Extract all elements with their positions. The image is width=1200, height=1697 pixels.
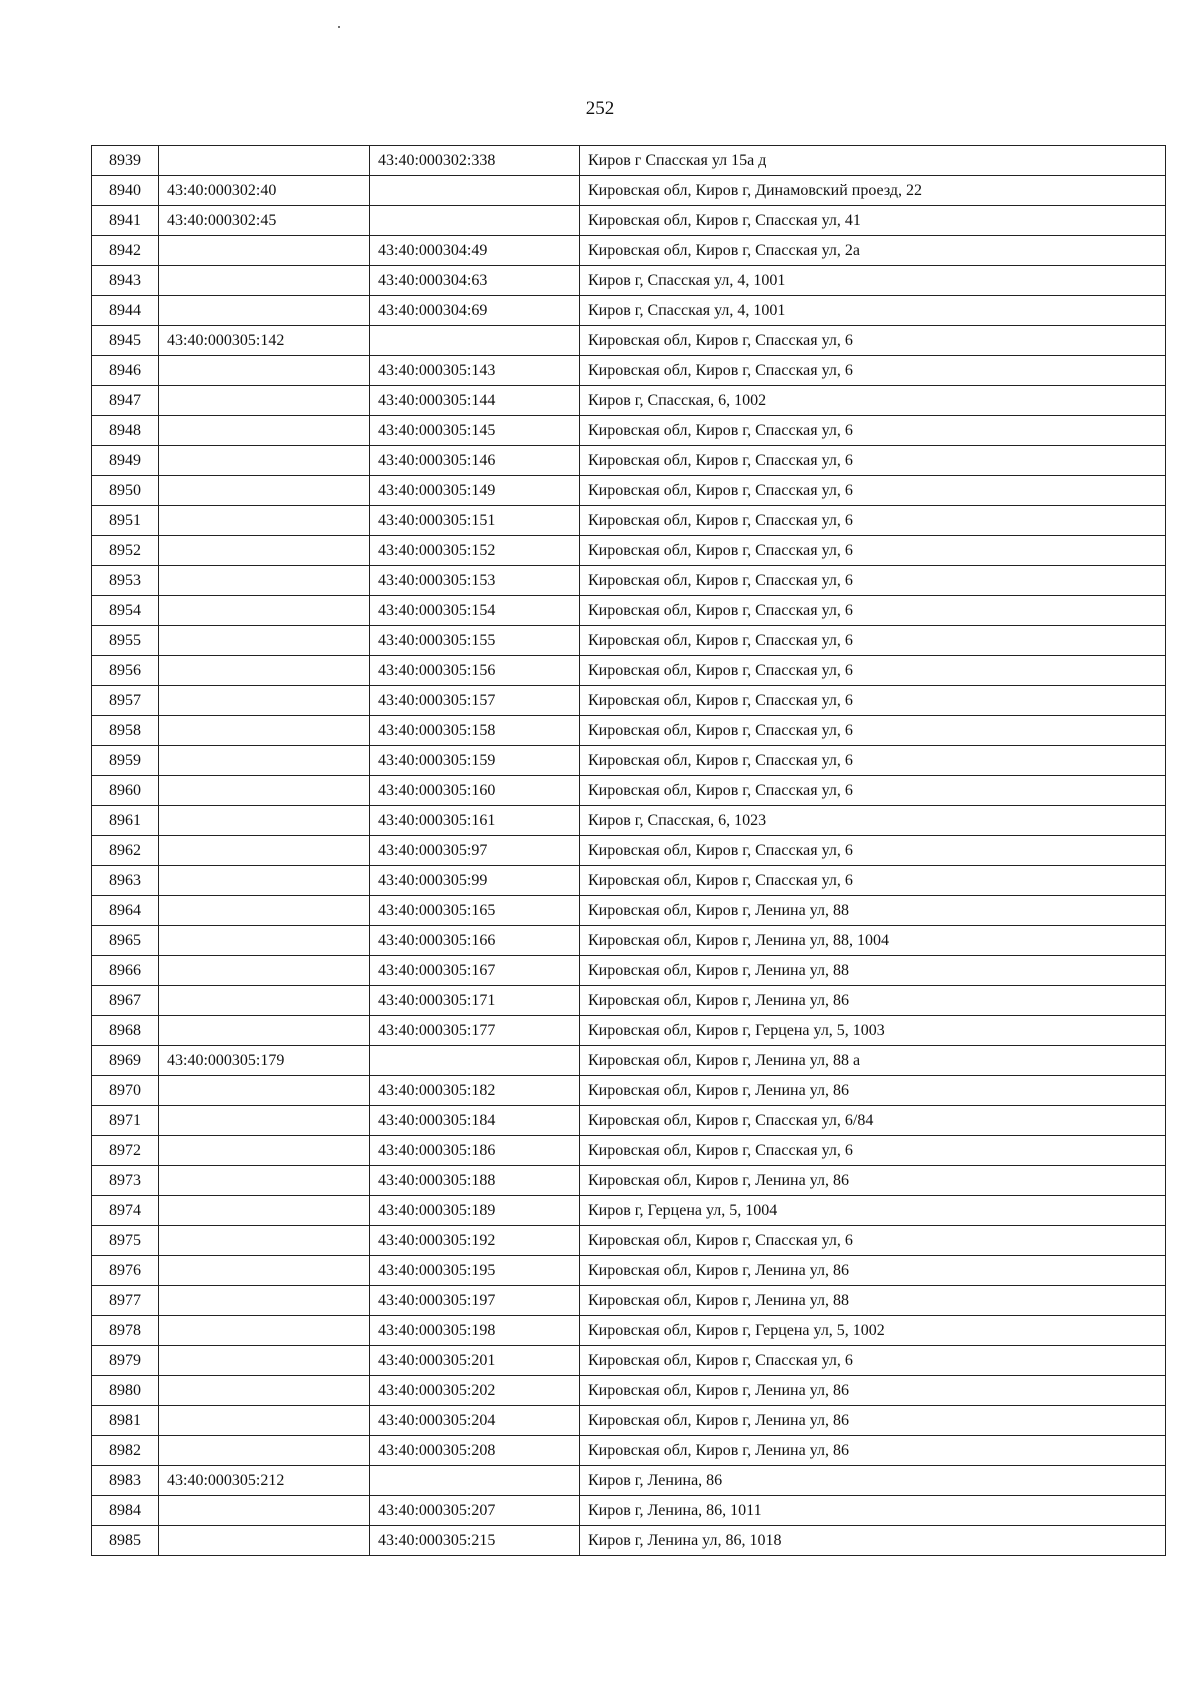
address-cell: Киров г, Спасская, 6, 1023 [580, 806, 1166, 836]
row-number-cell: 8984 [92, 1496, 159, 1526]
row-number-cell: 8972 [92, 1136, 159, 1166]
cadastral-number-b-cell: 43:40:000305:156 [370, 656, 580, 686]
row-number-cell: 8978 [92, 1316, 159, 1346]
cadastral-number-a-cell [159, 986, 370, 1016]
cadastral-number-b-cell: 43:40:000305:152 [370, 536, 580, 566]
cadastral-number-b-cell: 43:40:000305:97 [370, 836, 580, 866]
table-row [92, 926, 1166, 956]
cadastral-number-a-cell: 43:40:000302:45 [159, 206, 370, 236]
cadastral-number-a-cell [159, 926, 370, 956]
table-row [92, 386, 1166, 416]
table-row [92, 1196, 1166, 1226]
address-cell: Кировская обл, Киров г, Спасская ул, 6 [580, 596, 1166, 626]
cadastral-number-b-cell: 43:40:000305:184 [370, 1106, 580, 1136]
row-number-cell: 8953 [92, 566, 159, 596]
table-row [92, 506, 1166, 536]
address-cell: Кировская обл, Киров г, Ленина ул, 88 а [580, 1046, 1166, 1076]
cadastral-number-a-cell [159, 956, 370, 986]
table-row [92, 1256, 1166, 1286]
cadastral-number-a-cell [159, 1136, 370, 1166]
row-number-cell: 8959 [92, 746, 159, 776]
address-cell: Кировская обл, Киров г, Спасская ул, 6 [580, 566, 1166, 596]
table-row [92, 1016, 1166, 1046]
table-row [92, 896, 1166, 926]
cadastral-number-b-cell: 43:40:000305:99 [370, 866, 580, 896]
address-cell: Кировская обл, Киров г, Динамовский проезд, 22 [580, 176, 1166, 206]
table-row [92, 626, 1166, 656]
address-cell: Киров г Спасская ул 15а д [580, 146, 1166, 176]
cadastral-number-a-cell [159, 746, 370, 776]
cadastral-number-a-cell: 43:40:000305:179 [159, 1046, 370, 1076]
cadastral-number-a-cell: 43:40:000305:212 [159, 1466, 370, 1496]
row-number-cell: 8973 [92, 1166, 159, 1196]
row-number-cell: 8967 [92, 986, 159, 1016]
cadastral-number-a-cell [159, 1376, 370, 1406]
address-cell: Кировская обл, Киров г, Ленина ул, 86 [580, 1076, 1166, 1106]
row-number-cell: 8948 [92, 416, 159, 446]
row-number-cell: 8957 [92, 686, 159, 716]
table-row [92, 806, 1166, 836]
address-cell: Кировская обл, Киров г, Ленина ул, 88 [580, 1286, 1166, 1316]
table-row [92, 266, 1166, 296]
cadastral-number-a-cell [159, 806, 370, 836]
cadastral-number-a-cell [159, 236, 370, 266]
cadastral-number-a-cell [159, 356, 370, 386]
table-row [92, 656, 1166, 686]
address-cell: Кировская обл, Киров г, Ленина ул, 86 [580, 1406, 1166, 1436]
cadastral-number-a-cell [159, 1526, 370, 1556]
cadastral-number-b-cell: 43:40:000305:146 [370, 446, 580, 476]
cadastral-number-b-cell: 43:40:000305:192 [370, 1226, 580, 1256]
row-number-cell: 8983 [92, 1466, 159, 1496]
registry-table [91, 145, 1166, 1556]
table-row [92, 836, 1166, 866]
table-row [92, 176, 1166, 206]
cadastral-number-b-cell: 43:40:000305:153 [370, 566, 580, 596]
address-cell: Киров г, Спасская ул, 4, 1001 [580, 296, 1166, 326]
table-row [92, 206, 1166, 236]
cadastral-number-a-cell [159, 1196, 370, 1226]
table-row [92, 686, 1166, 716]
cadastral-number-b-cell: 43:40:000305:151 [370, 506, 580, 536]
cadastral-number-b-cell: 43:40:000305:167 [370, 956, 580, 986]
row-number-cell: 8976 [92, 1256, 159, 1286]
cadastral-number-b-cell: 43:40:000305:204 [370, 1406, 580, 1436]
cadastral-number-a-cell [159, 266, 370, 296]
address-cell: Кировская обл, Киров г, Спасская ул, 6 [580, 476, 1166, 506]
address-cell: Кировская обл, Киров г, Ленина ул, 86 [580, 1436, 1166, 1466]
table-row [92, 1496, 1166, 1526]
table-row [92, 236, 1166, 266]
address-cell: Кировская обл, Киров г, Ленина ул, 86 [580, 1256, 1166, 1286]
address-cell: Кировская обл, Киров г, Спасская ул, 6 [580, 656, 1166, 686]
cadastral-number-b-cell: 43:40:000304:69 [370, 296, 580, 326]
cadastral-number-a-cell [159, 716, 370, 746]
table-row [92, 1106, 1166, 1136]
cadastral-number-b-cell: 43:40:000305:154 [370, 596, 580, 626]
cadastral-number-a-cell [159, 1256, 370, 1286]
table-row [92, 326, 1166, 356]
table-row [92, 416, 1166, 446]
cadastral-number-a-cell [159, 296, 370, 326]
cadastral-number-b-cell [370, 206, 580, 236]
row-number-cell: 8952 [92, 536, 159, 566]
cadastral-number-b-cell: 43:40:000304:49 [370, 236, 580, 266]
row-number-cell: 8956 [92, 656, 159, 686]
cadastral-number-b-cell: 43:40:000305:207 [370, 1496, 580, 1526]
cadastral-number-b-cell: 43:40:000305:195 [370, 1256, 580, 1286]
address-cell: Киров г, Ленина ул, 86, 1018 [580, 1526, 1166, 1556]
table-row [92, 1436, 1166, 1466]
table-row [92, 1076, 1166, 1106]
address-cell: Кировская обл, Киров г, Спасская ул, 6 [580, 836, 1166, 866]
address-cell: Кировская обл, Киров г, Спасская ул, 6 [580, 446, 1166, 476]
cadastral-number-a-cell [159, 446, 370, 476]
row-number-cell: 8950 [92, 476, 159, 506]
row-number-cell: 8970 [92, 1076, 159, 1106]
row-number-cell: 8944 [92, 296, 159, 326]
cadastral-number-a-cell [159, 836, 370, 866]
cadastral-number-b-cell: 43:40:000305:165 [370, 896, 580, 926]
row-number-cell: 8949 [92, 446, 159, 476]
row-number-cell: 8958 [92, 716, 159, 746]
row-number-cell: 8941 [92, 206, 159, 236]
cadastral-number-a-cell [159, 416, 370, 446]
table-row [92, 1286, 1166, 1316]
row-number-cell: 8954 [92, 596, 159, 626]
table-row [92, 476, 1166, 506]
row-number-cell: 8964 [92, 896, 159, 926]
table-row [92, 446, 1166, 476]
address-cell: Киров г, Ленина, 86 [580, 1466, 1166, 1496]
address-cell: Киров г, Герцена ул, 5, 1004 [580, 1196, 1166, 1226]
cadastral-number-b-cell [370, 1046, 580, 1076]
table-row [92, 536, 1166, 566]
row-number-cell: 8969 [92, 1046, 159, 1076]
address-cell: Кировская обл, Киров г, Спасская ул, 41 [580, 206, 1166, 236]
row-number-cell: 8939 [92, 146, 159, 176]
cadastral-number-a-cell [159, 1166, 370, 1196]
table-row [92, 1136, 1166, 1166]
cadastral-number-a-cell [159, 656, 370, 686]
table-row [92, 1166, 1166, 1196]
table-row [92, 1046, 1166, 1076]
row-number-cell: 8962 [92, 836, 159, 866]
table-row [92, 1466, 1166, 1496]
address-cell: Кировская обл, Киров г, Спасская ул, 6 [580, 716, 1166, 746]
cadastral-number-b-cell [370, 326, 580, 356]
row-number-cell: 8960 [92, 776, 159, 806]
cadastral-number-b-cell: 43:40:000305:160 [370, 776, 580, 806]
table-row [92, 1376, 1166, 1406]
table-row [92, 716, 1166, 746]
cadastral-number-a-cell [159, 776, 370, 806]
address-cell: Кировская обл, Киров г, Спасская ул, 6 [580, 416, 1166, 446]
address-cell: Кировская обл, Киров г, Спасская ул, 6 [580, 506, 1166, 536]
cadastral-number-b-cell: 43:40:000305:198 [370, 1316, 580, 1346]
table-row [92, 956, 1166, 986]
address-cell: Кировская обл, Киров г, Спасская ул, 6/84 [580, 1106, 1166, 1136]
address-cell: Кировская обл, Киров г, Спасская ул, 6 [580, 776, 1166, 806]
row-number-cell: 8947 [92, 386, 159, 416]
registry-table-body [92, 146, 1166, 1556]
cadastral-number-b-cell: 43:40:000305:166 [370, 926, 580, 956]
row-number-cell: 8963 [92, 866, 159, 896]
cadastral-number-a-cell [159, 536, 370, 566]
row-number-cell: 8980 [92, 1376, 159, 1406]
scan-speck [338, 26, 340, 28]
row-number-cell: 8946 [92, 356, 159, 386]
table-row [92, 1226, 1166, 1256]
cadastral-number-b-cell: 43:40:000305:177 [370, 1016, 580, 1046]
address-cell: Кировская обл, Киров г, Спасская ул, 6 [580, 866, 1166, 896]
cadastral-number-a-cell [159, 1436, 370, 1466]
address-cell: Кировская обл, Киров г, Ленина ул, 88 [580, 896, 1166, 926]
cadastral-number-a-cell [159, 146, 370, 176]
address-cell: Кировская обл, Киров г, Ленина ул, 86 [580, 1166, 1166, 1196]
cadastral-number-b-cell: 43:40:000302:338 [370, 146, 580, 176]
cadastral-number-a-cell [159, 1226, 370, 1256]
table-row [92, 356, 1166, 386]
address-cell: Кировская обл, Киров г, Спасская ул, 6 [580, 686, 1166, 716]
table-row [92, 296, 1166, 326]
row-number-cell: 8981 [92, 1406, 159, 1436]
row-number-cell: 8975 [92, 1226, 159, 1256]
row-number-cell: 8974 [92, 1196, 159, 1226]
row-number-cell: 8979 [92, 1346, 159, 1376]
cadastral-number-b-cell: 43:40:000305:149 [370, 476, 580, 506]
cadastral-number-b-cell: 43:40:000305:202 [370, 1376, 580, 1406]
cadastral-number-a-cell [159, 596, 370, 626]
row-number-cell: 8945 [92, 326, 159, 356]
table-row [92, 986, 1166, 1016]
row-number-cell: 8940 [92, 176, 159, 206]
address-cell: Кировская обл, Киров г, Герцена ул, 5, 1002 [580, 1316, 1166, 1346]
address-cell: Киров г, Ленина, 86, 1011 [580, 1496, 1166, 1526]
cadastral-number-b-cell: 43:40:000305:155 [370, 626, 580, 656]
cadastral-number-a-cell [159, 1076, 370, 1106]
cadastral-number-a-cell [159, 1316, 370, 1346]
row-number-cell: 8977 [92, 1286, 159, 1316]
cadastral-number-b-cell: 43:40:000305:208 [370, 1436, 580, 1466]
cadastral-number-a-cell [159, 866, 370, 896]
cadastral-number-b-cell: 43:40:000305:161 [370, 806, 580, 836]
cadastral-number-b-cell: 43:40:000305:145 [370, 416, 580, 446]
address-cell: Кировская обл, Киров г, Ленина ул, 88, 1004 [580, 926, 1166, 956]
cadastral-number-b-cell: 43:40:000304:63 [370, 266, 580, 296]
cadastral-number-a-cell [159, 1496, 370, 1526]
address-cell: Киров г, Спасская ул, 4, 1001 [580, 266, 1166, 296]
page-number: 252 [585, 98, 615, 119]
address-cell: Кировская обл, Киров г, Спасская ул, 6 [580, 1226, 1166, 1256]
cadastral-number-b-cell: 43:40:000305:182 [370, 1076, 580, 1106]
cadastral-number-b-cell: 43:40:000305:188 [370, 1166, 580, 1196]
cadastral-number-b-cell [370, 176, 580, 206]
table-row [92, 566, 1166, 596]
table-row [92, 1526, 1166, 1556]
row-number-cell: 8966 [92, 956, 159, 986]
cadastral-number-a-cell [159, 686, 370, 716]
table-row [92, 1406, 1166, 1436]
row-number-cell: 8968 [92, 1016, 159, 1046]
cadastral-number-b-cell: 43:40:000305:159 [370, 746, 580, 776]
cadastral-number-a-cell [159, 1406, 370, 1436]
address-cell: Кировская обл, Киров г, Спасская ул, 6 [580, 536, 1166, 566]
cadastral-number-b-cell: 43:40:000305:215 [370, 1526, 580, 1556]
row-number-cell: 8965 [92, 926, 159, 956]
address-cell: Кировская обл, Киров г, Спасская ул, 6 [580, 326, 1166, 356]
table-row [92, 596, 1166, 626]
cadastral-number-b-cell [370, 1466, 580, 1496]
address-cell: Киров г, Спасская, 6, 1002 [580, 386, 1166, 416]
table-row [92, 776, 1166, 806]
cadastral-number-a-cell [159, 1346, 370, 1376]
cadastral-number-a-cell: 43:40:000302:40 [159, 176, 370, 206]
address-cell: Кировская обл, Киров г, Ленина ул, 88 [580, 956, 1166, 986]
address-cell: Кировская обл, Киров г, Спасская ул, 6 [580, 1346, 1166, 1376]
cadastral-number-a-cell [159, 1016, 370, 1046]
cadastral-number-a-cell [159, 1286, 370, 1316]
cadastral-number-a-cell [159, 566, 370, 596]
cadastral-number-a-cell [159, 896, 370, 926]
cadastral-number-b-cell: 43:40:000305:201 [370, 1346, 580, 1376]
row-number-cell: 8951 [92, 506, 159, 536]
cadastral-number-b-cell: 43:40:000305:186 [370, 1136, 580, 1166]
cadastral-number-b-cell: 43:40:000305:171 [370, 986, 580, 1016]
row-number-cell: 8982 [92, 1436, 159, 1466]
cadastral-number-a-cell [159, 1106, 370, 1136]
cadastral-number-a-cell [159, 386, 370, 416]
row-number-cell: 8942 [92, 236, 159, 266]
cadastral-number-a-cell [159, 506, 370, 536]
table-row [92, 866, 1166, 896]
address-cell: Кировская обл, Киров г, Ленина ул, 86 [580, 1376, 1166, 1406]
row-number-cell: 8943 [92, 266, 159, 296]
table-row [92, 746, 1166, 776]
address-cell: Кировская обл, Киров г, Ленина ул, 86 [580, 986, 1166, 1016]
cadastral-number-a-cell: 43:40:000305:142 [159, 326, 370, 356]
cadastral-number-b-cell: 43:40:000305:189 [370, 1196, 580, 1226]
cadastral-number-a-cell [159, 626, 370, 656]
cadastral-number-b-cell: 43:40:000305:143 [370, 356, 580, 386]
cadastral-number-b-cell: 43:40:000305:157 [370, 686, 580, 716]
cadastral-number-b-cell: 43:40:000305:144 [370, 386, 580, 416]
table-row [92, 146, 1166, 176]
address-cell: Кировская обл, Киров г, Герцена ул, 5, 1003 [580, 1016, 1166, 1046]
table-row [92, 1316, 1166, 1346]
row-number-cell: 8961 [92, 806, 159, 836]
cadastral-number-b-cell: 43:40:000305:158 [370, 716, 580, 746]
row-number-cell: 8971 [92, 1106, 159, 1136]
address-cell: Кировская обл, Киров г, Спасская ул, 6 [580, 356, 1166, 386]
row-number-cell: 8985 [92, 1526, 159, 1556]
cadastral-number-b-cell: 43:40:000305:197 [370, 1286, 580, 1316]
cadastral-number-a-cell [159, 476, 370, 506]
address-cell: Кировская обл, Киров г, Спасская ул, 6 [580, 1136, 1166, 1166]
table-row [92, 1346, 1166, 1376]
address-cell: Кировская обл, Киров г, Спасская ул, 6 [580, 626, 1166, 656]
row-number-cell: 8955 [92, 626, 159, 656]
address-cell: Кировская обл, Киров г, Спасская ул, 2а [580, 236, 1166, 266]
address-cell: Кировская обл, Киров г, Спасская ул, 6 [580, 746, 1166, 776]
